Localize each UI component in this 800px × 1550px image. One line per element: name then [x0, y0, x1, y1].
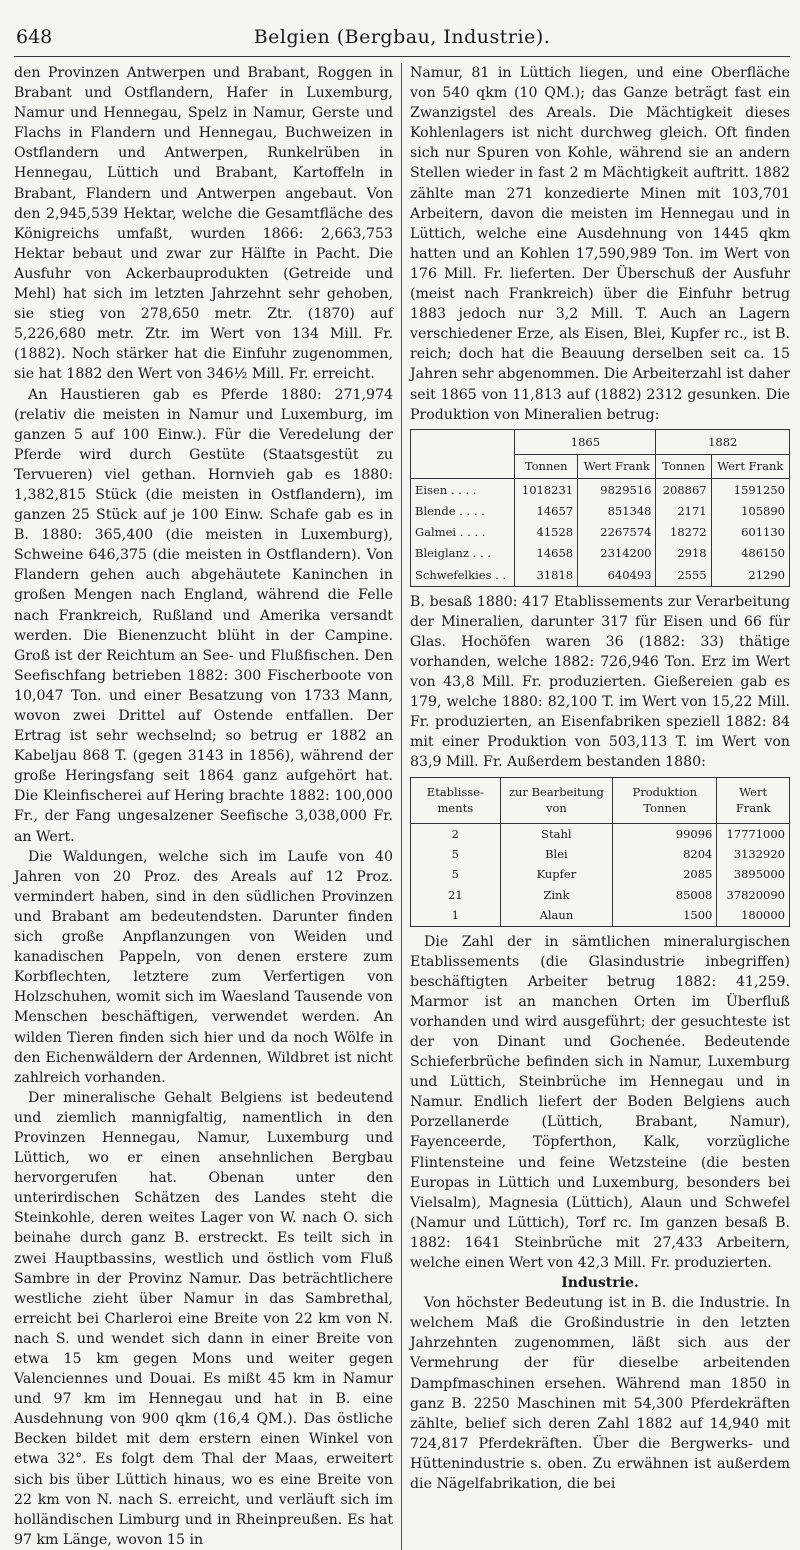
cell: 1500 [613, 905, 717, 926]
col-header: Wert Frank [711, 454, 789, 479]
section-heading: Industrie. [561, 1275, 639, 1292]
year-header: 1865 [515, 429, 656, 454]
row-label: Galmei . . . . [411, 522, 515, 543]
paragraph: den Provinzen Antwerpen und Brabant, Roggen in Brabant und Ostflandern, Hafer in Luxemburg, Namur und Hennegau, Spelz in Namur, Gerste und Flachs in Flandern und Hennegau, Buchweizen in Ostflandern und Antwerpen, Runkelrüben in Hennegau, Lüttich und Brabant, Kartoffeln in Brabant, Flandern und Antwerpen angebaut. Von den 2,945,539 Hektar, welche die Gesamtfläche des Königreichs umfaßt, wurden 1866: 2,663,753 Hektar bebaut und zwar zur Hälfte in Pacht. Die Ausfuhr von Ackerbauprodukten (Getreide und Mehl) hat sich im letzten Jahrzehnt sehr gehoben, sie stieg von 278,650 metr. Ztr. (1870) auf 5,226,680 metr. Ztr. im Wert von 134 Mill. Fr. (1882). Noch stärker hat die Einfuhr zugenommen, sie hat 1882 den Wert von 346½ Mill. Fr. erreicht. [14, 65, 393, 383]
cell: 2 [411, 823, 501, 844]
cell: 486150 [711, 543, 789, 564]
cell: 5 [411, 844, 501, 864]
cell: 5 [411, 864, 501, 884]
cell: 3895000 [717, 864, 790, 884]
cell: 2267574 [578, 522, 656, 543]
cell: 601130 [711, 522, 789, 543]
paragraph: Die Zahl der in sämtlichen mineralurgischen Etablissements (die Glasindustrie inbegriffen) beschäftigten Arbeiter betrug 1882: 41,259. Marmor ist an manchen Orten im Überfluß vorhanden und wird ausgeführt; der gesuchteste ist der von Dinant und Gochenée. Bedeutende Schieferbrüche befinden sich in Namur, Luxemburg und Lüttich, Steinbrüche im Hennegau und in Namur. Endlich liefert der Boden Belgiens auch Porzellanerde (Lüttich, Brabant, Namur), Fayenceerde, Töpferthon, Kalk, vorzügliche Flintensteine und feine Wetzsteine (die besten Europas in Lüttich und Luxemburg, besonders bei Vielsalm), Magnesia (Lüttich), Alaun und Schwefel (Namur und Lüttich), Torf rc. Im ganzen besaß B. 1882: 1641 Steinbrüche mit 27,433 Arbeitern, welche einen Wert von 42,3 Mill. Fr. produzierten. [410, 933, 790, 1272]
establishments-table [410, 777, 790, 927]
table-row [411, 864, 790, 884]
year-header: 1882 [656, 429, 790, 454]
paragraph: Namur, 81 in Lüttich liegen, und eine Oberfläche von 540 qkm (10 QM.); das Ganze beträgt fast ein Zwanzigstel des Areals. Die Mächtigkeit dieses Kohlenlagers ist nicht durchweg gleich. Oft finden sich nur Spuren von Kohle, während sie an andern Stellen wieder in fast 2 m Mächtigkeit auftritt. 1882 zählte man 271 konzedierte Minen mit 103,701 Arbeitern, davon die meisten im Hennegau und in Lüttich, welche eine Ausdehnung von 1445 qkm hatten und an Kohlen 17,590,989 Ton. im Wert von 176 Mill. Fr. lieferten. Der Überschuß der Ausfuhr (meist nach Frankreich) über die Einfuhr betrug 1883 jedoch nur 3,2 Mill. T. Auch an Lagern verschiedener Erze, als Eisen, Blei, Kupfer rc., ist B. reich; doch hat die Beauung derselben seit ca. 15 Jahren sehr abgenommen. Die Arbeiterzahl ist daher seit 1865 von 11,813 auf (1882) 2312 gesunken. Die Produktion von Mineralien betrug: [410, 65, 790, 423]
cell: 180000 [717, 905, 790, 926]
table-row [411, 543, 790, 564]
cell: 14657 [515, 501, 578, 522]
cell: Alaun [500, 905, 612, 926]
col-header: Produktion Tonnen [613, 777, 717, 823]
table-row [411, 564, 790, 586]
two-column-body [14, 63, 790, 1550]
cell: 14658 [515, 543, 578, 564]
cell: 2314200 [578, 543, 656, 564]
cell: 2555 [656, 564, 711, 586]
cell: 41528 [515, 522, 578, 543]
cell: 21290 [711, 564, 789, 586]
cell: Stahl [500, 823, 612, 844]
cell: 851348 [578, 501, 656, 522]
cell: 208867 [656, 479, 711, 501]
cell: 37820090 [717, 885, 790, 905]
row-label: Bleiglanz . . . [411, 543, 515, 564]
col-header: Wert Frank [717, 777, 790, 823]
table-row [411, 905, 790, 926]
paragraph: Die Waldungen, welche sich im Laufe von 40 Jahren von 20 Proz. des Areals auf 12 Proz. vermindert haben, sind in den südlichen Provinzen und Brabant am bedeutendsten. Darunter finden sich große Anpflanzungen von Weiden und kanadischen Pappeln, von denen erstere zum Korbflechten, letztere zum Verfertigen von Holzschuhen, womit sich im Waesland Tausende von Menschen beschäftigen, verwendet werden. An wilden Tieren finden sich hier und da noch Wölfe in den Eichenwäldern der Ardennen, Wildbret ist nicht zahlreich vorhanden. [14, 848, 393, 1086]
cell: Zink [500, 885, 612, 905]
cell: 3132920 [717, 844, 790, 864]
paragraph: Der mineralische Gehalt Belgiens ist bedeutend und ziemlich mannigfaltig, namentlich in den Provinzen Hennegau, Namur, Luxemburg und Lüttich, wo er einen ansehnlichen Bergbau hervorgerufen hat. Obenan unter den unterirdischen Schätzen des Landes steht die Steinkohle, deren weites Lager von W. nach O. sich beinahe durch ganz B. erstreckt. Es teilt sich in zwei Hauptbassins, westlich und östlich vom Fluß Sambre in der Provinz Namur. Das beträchtlichere westliche zieht über Namur in das Sambrethal, erreicht bei Charleroi eine Breite von 22 km von N. nach S. und wendet sich dann in einer Breite von etwa 15 km gegen Mons und weiter gegen Valenciennes und Douai. Es mißt 45 km in Namur und 97 km im Hennegau und hat in B. eine Ausdehnung von 900 qkm (16,4 QM.). Das östliche Becken bildet mit dem erstern einen Winkel von etwa 32°. Es folgt dem Thal der Maas, erweitert sich bis über Lüttich hinaus, wo es eine Breite von 22 km von N. nach S. erreicht, und verläuft sich im holländischen Limburg und in Rheinpreußen. Es hat 97 km Länge, wovon 15 in [14, 1089, 393, 1548]
cell: 2085 [613, 864, 717, 884]
cell: 31818 [515, 564, 578, 586]
table-row [411, 844, 790, 864]
table-row [411, 885, 790, 905]
row-label: Schwefelkies . . [411, 564, 515, 586]
left-column [14, 63, 402, 1550]
cell: 1 [411, 905, 501, 926]
row-label: Eisen . . . . [411, 479, 515, 501]
cell: 640493 [578, 564, 656, 586]
table-row [411, 823, 790, 844]
table-row [411, 522, 790, 543]
cell: 99096 [613, 823, 717, 844]
cell: 2918 [656, 543, 711, 564]
col-header: Tonnen [515, 454, 578, 479]
page-number: 648 [16, 26, 53, 48]
paragraph: Von höchster Bedeutung ist in B. die Industrie. In welchem Maß die Großindustrie in den letzten Jahrzehnten zugenommen, läßt sich aus der Vermehrung der für dieselbe arbeitenden Dampfmaschinen ersehen. Während man 1850 in ganz B. 2250 Maschinen mit 54,300 Pferdekräften zählte, belief sich deren Zahl 1882 auf 14,940 mit 724,817 Pferdekräften. Über die Bergwerks- und Hüttenindustrie s. oben. Zu erwähnen ist außerdem die Nägelfabrikation, die bei [410, 1295, 790, 1492]
cell: 8204 [613, 844, 717, 864]
page-header [14, 20, 790, 57]
paragraph: B. besaß 1880: 417 Etablissements zur Verarbeitung der Mineralien, darunter 317 für Eisen und 66 für Glas. Hochöfen waren 36 (1882: 33) thätige vorhanden, welche 1882: 726,946 Ton. Erz im Wert von 43,8 Mill. Fr. produzierten. Gießereien gab es 179, welche 1880: 82,100 T. im Wert von 15,22 Mill. Fr. produzierten, an Eisenfabriken speziell 1882: 84 mit einer Produktion von 503,113 T. im Wert von 83,9 Mill. Fr. Außerdem bestanden 1880: [410, 593, 790, 771]
cell: 9829516 [578, 479, 656, 501]
cell: Kupfer [500, 864, 612, 884]
cell: 17771000 [717, 823, 790, 844]
col-header: zur Bearbeitung von [500, 777, 612, 823]
row-label: Blende . . . . [411, 501, 515, 522]
cell: 1018231 [515, 479, 578, 501]
col-header: Tonnen [656, 454, 711, 479]
table-row [411, 501, 790, 522]
col-header: Wert Frank [578, 454, 656, 479]
right-column [402, 63, 790, 1550]
cell: 2171 [656, 501, 711, 522]
col-header: Etablisse-ments [411, 777, 501, 823]
minerals-production-table [410, 429, 790, 587]
cell: 21 [411, 885, 501, 905]
cell: 1591250 [711, 479, 789, 501]
table-corner [411, 429, 515, 479]
running-title: Belgien (Bergbau, Industrie). [253, 26, 551, 48]
table-row [411, 479, 790, 501]
paragraph: An Haustieren gab es Pferde 1880: 271,974 (relativ die meisten in Namur und Luxemburg, im ganzen 5 auf 100 Einw.). Für die Veredelung der Pferde wird durch Gestüte (Staatsgestüt zu Tervueren) viel gethan. Hornvieh gab es 1880: 1,382,815 Stück (die meisten in Ostflandern), im ganzen 25 Stück auf je 100 Einw. Schafe gab es in B. 1880: 365,400 (die meisten in Luxemburg), Schweine 646,375 (die meisten in Ostflandern). Von Flandern gehen auch abgehäutete Kaninchen in großen Mengen nach England, während die Felle nach Frankreich, Rußland und Amerika versandt werden. Die Bienenzucht blüht in der Campine. Groß ist der Reichtum an See- und Flußfischen. Den Seefischfang betrieben 1882: 300 Fischerboote von 10,047 Ton. und einer Besatzung von 1733 Mann, wovon zwei Drittel auf Ostende entfallen. Der Ertrag ist sehr wechselnd; so betrug er 1882 an Kabeljau 868 T. (gegen 3143 in 1856), während der große Heringsfang seit 1864 ganz aufgehört hat. Die Kleinfischerei auf Hering brachte 1882: 100,000 Fr., der Fang ungesalzener Seefische 3,038,000 Fr. an Wert. [14, 386, 393, 845]
cell: 18272 [656, 522, 711, 543]
cell: Blei [500, 844, 612, 864]
cell: 85008 [613, 885, 717, 905]
cell: 105890 [711, 501, 789, 522]
